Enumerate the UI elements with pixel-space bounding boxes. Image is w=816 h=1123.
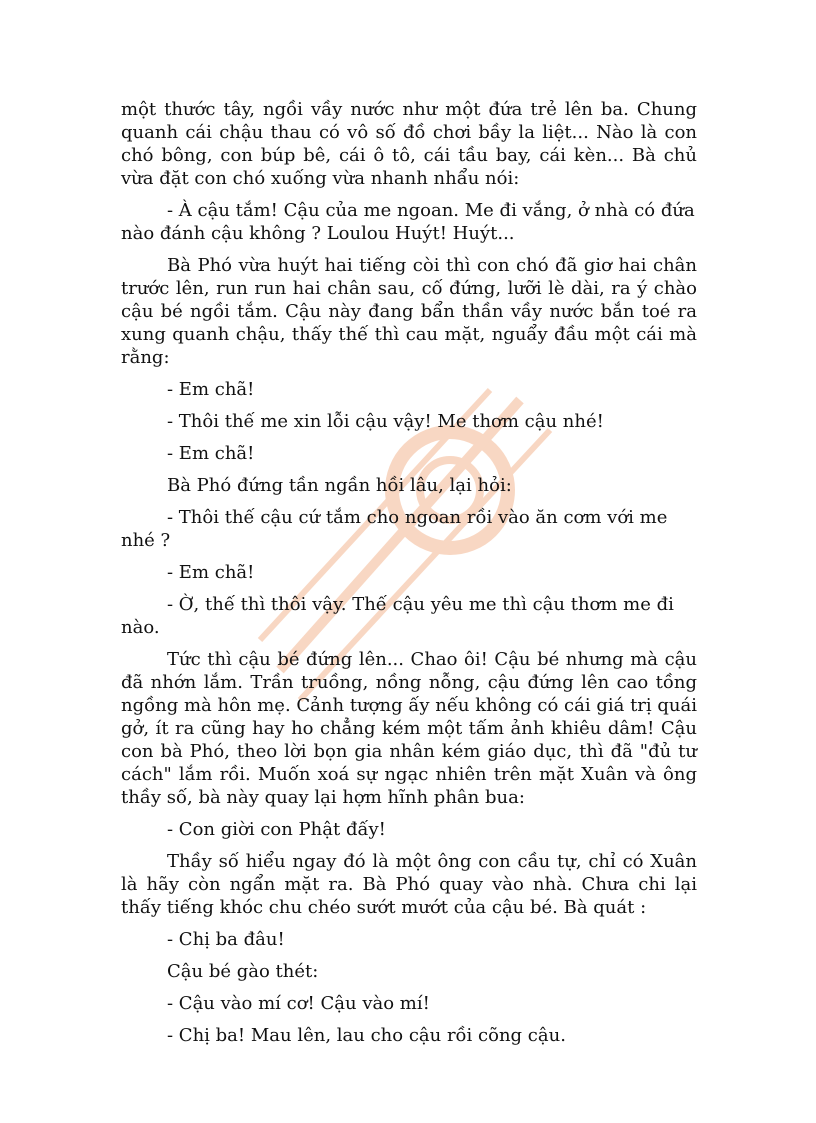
dialogue-line: - Thôi thế cậu cứ tắm cho ngoan rồi vào ăn cơm với me nhé ? [121,507,668,551]
dialogue-line: - Chị ba đâu! [167,929,285,950]
dialogue-line: - Chị ba! Mau lên, lau cho cậu rồi cõng cậu. [167,1025,566,1046]
narration-line: Bà Phó đứng tần ngần hồi lâu, lại hỏi: [167,475,512,496]
narration-line: Cậu bé gào thét: [167,961,319,982]
paragraph-3: Bà Phó vừa huýt hai tiếng còi thì con chó đã giơ hai chân trước lên, run run hai chân sau, cố đứng, lưỡi lè dài, ra ý chào cậu bé ngồi tắm. Cậu này đang bẩn thần vầy nước bắn toé ra xung quanh chậu, thấy thế thì cau mặt, nguẩy đầu một cái mà rằng: [121,255,697,368]
dialogue-line: - Con giời con Phật đấy! [167,819,386,840]
paragraph-1: một thước tây, ngồi vầy nước như một đứa trẻ lên ba. Chung quanh cái chậu thau có vô số đồ chơi bầy la liệt... Nào là con chó bông, con búp bê, cái ô tô, cái tầu bay, cái kèn... Bà chủ vừa đặt con chó xuống vừa nhanh nhẩu nói: [121,99,697,189]
dialogue-line: - Em chã! [167,562,255,583]
dialogue-line: - Em chã! [167,443,255,464]
dialogue-line: - Cậu vào mí cơ! Cậu vào mí! [167,993,430,1014]
dialogue-line: - À cậu tắm! Cậu của me ngoan. Me đi vắng, ở nhà có đứa nào đánh cậu không ? Loulou Huýt! Huýt... [121,200,695,244]
paragraph-13: Thầy số hiểu ngay đó là một ông con cầu tự, chỉ có Xuân là hãy còn ngẩn mặt ra. Bà Phó quay vào nhà. Chưa chi lại thấy tiếng khóc chu chéo sướt mướt của cậu bé. Bà quát : [121,851,697,918]
dialogue-line: - Thôi thế me xin lỗi cậu vậy! Me thơm cậu nhé! [167,411,604,432]
dialogue-line: - Em chã! [167,379,255,400]
dialogue-line: - Ờ, thế thì thôi vậy. Thế cậu yêu me thì cậu thơm me đi nào. [121,594,674,638]
paragraph-11: Tức thì cậu bé đứng lên... Chao ôi! Cậu bé nhưng mà cậu đã nhớn lắm. Trần truồng, nồng nỗng, cậu đứng lên cao tồng ngồng mà hôn mẹ. Cảnh tượng ấy nếu không có cái giá trị quái gở, ít ra cũng hay ho chẳng kém một tấm ảnh khiêu dâm! Cậu con bà Phó, theo lời bọn gia nhân kém giáo dục, thì đã "đủ tư cách" lắm rồi. Muốn xoá sự ngạc nhiên trên mặt Xuân và ông thầy số, bà này quay lại hợm hĩnh phân bua: [121,649,697,808]
body-text [121,98,697,1047]
